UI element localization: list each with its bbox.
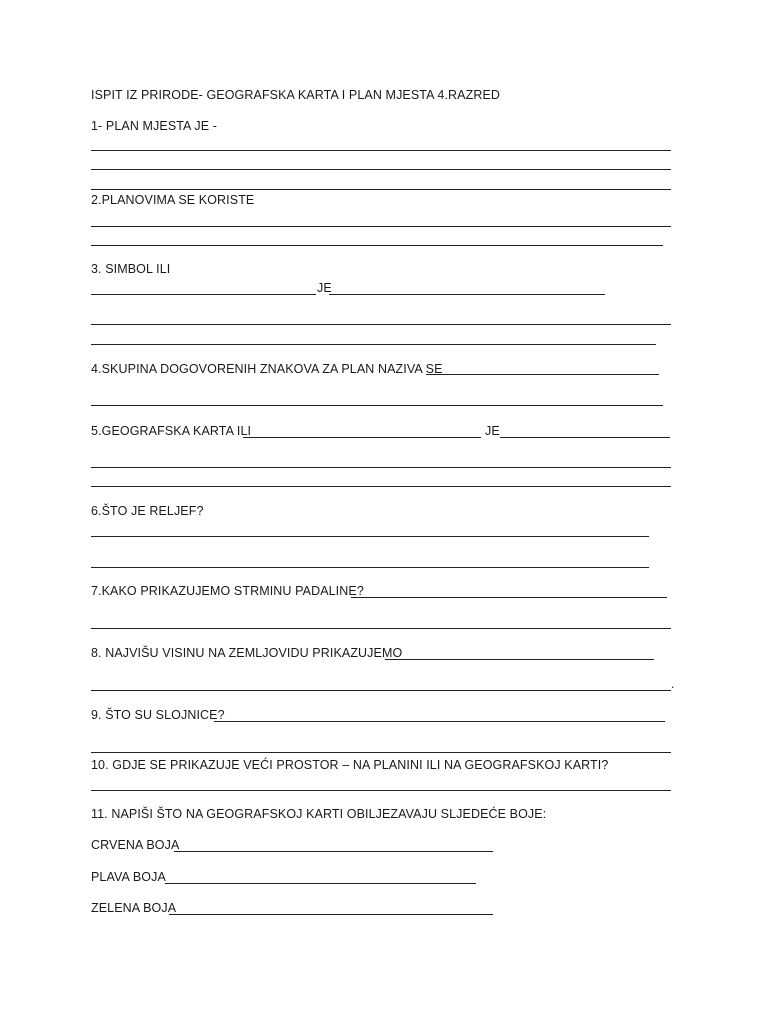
answer-blank[interactable] xyxy=(385,659,654,660)
answer-blank[interactable] xyxy=(91,294,316,295)
answer-blank[interactable] xyxy=(426,374,659,375)
answer-line[interactable] xyxy=(91,486,671,487)
answer-line[interactable] xyxy=(91,344,656,345)
answer-line[interactable] xyxy=(91,790,671,791)
answer-line[interactable] xyxy=(91,226,671,227)
answer-line[interactable] xyxy=(91,150,671,151)
answer-line[interactable] xyxy=(91,628,671,629)
answer-line[interactable] xyxy=(91,536,649,537)
answer-line[interactable] xyxy=(91,405,663,406)
answer-blank[interactable] xyxy=(174,851,493,852)
answer-line[interactable] xyxy=(91,690,671,691)
answer-line[interactable] xyxy=(91,189,671,190)
answer-line[interactable] xyxy=(91,245,663,246)
question-3-label: 3. SIMBOL ILI xyxy=(91,262,171,276)
question-8-end: . xyxy=(671,677,675,691)
answer-blank[interactable] xyxy=(329,294,605,295)
question-5-label: 5.GEOGRAFSKA KARTA ILI xyxy=(91,424,252,438)
color-blue-label: PLAVA BOJA xyxy=(91,870,166,884)
answer-blank[interactable] xyxy=(214,721,665,722)
answer-line[interactable] xyxy=(91,567,649,568)
question-3-mid: JE xyxy=(317,281,332,295)
question-1-label: 1- PLAN MJESTA JE - xyxy=(91,119,218,133)
answer-line[interactable] xyxy=(91,467,671,468)
answer-line[interactable] xyxy=(91,324,671,325)
question-2-label: 2.PLANOVIMA SE KORISTE xyxy=(91,193,255,207)
answer-line[interactable] xyxy=(91,169,671,170)
question-8-label: 8. NAJVIŠU VISINU NA ZEMLJOVIDU PRIKAZUJEMO xyxy=(91,646,403,660)
answer-blank[interactable] xyxy=(500,437,670,438)
color-red-label: CRVENA BOJA xyxy=(91,838,180,852)
answer-blank[interactable] xyxy=(169,914,493,915)
answer-blank[interactable] xyxy=(351,597,667,598)
answer-blank[interactable] xyxy=(165,883,476,884)
answer-blank[interactable] xyxy=(243,437,481,438)
color-green-label: ZELENA BOJA xyxy=(91,901,177,915)
answer-line[interactable] xyxy=(91,752,671,753)
question-6-label: 6.ŠTO JE RELJEF? xyxy=(91,504,204,518)
question-7-label: 7.KAKO PRIKAZUJEMO STRMINU PADALINE? xyxy=(91,584,364,598)
question-4-label: 4.SKUPINA DOGOVORENIH ZNAKOVA ZA PLAN NAZIVA SE xyxy=(91,362,443,376)
question-9-label: 9. ŠTO SU SLOJNICE? xyxy=(91,708,225,722)
question-11-label: 11. NAPIŠI ŠTO NA GEOGRAFSKOJ KARTI OBILJEZAVAJU SLJEDEĆE BOJE: xyxy=(91,807,547,821)
page-title: ISPIT IZ PRIRODE- GEOGRAFSKA KARTA I PLAN MJESTA 4.RAZRED xyxy=(91,88,501,102)
question-10-label: 10. GDJE SE PRIKAZUJE VEĆI PROSTOR – NA PLANINI ILI NA GEOGRAFSKOJ KARTI? xyxy=(91,758,609,772)
question-5-mid: JE xyxy=(485,424,500,438)
